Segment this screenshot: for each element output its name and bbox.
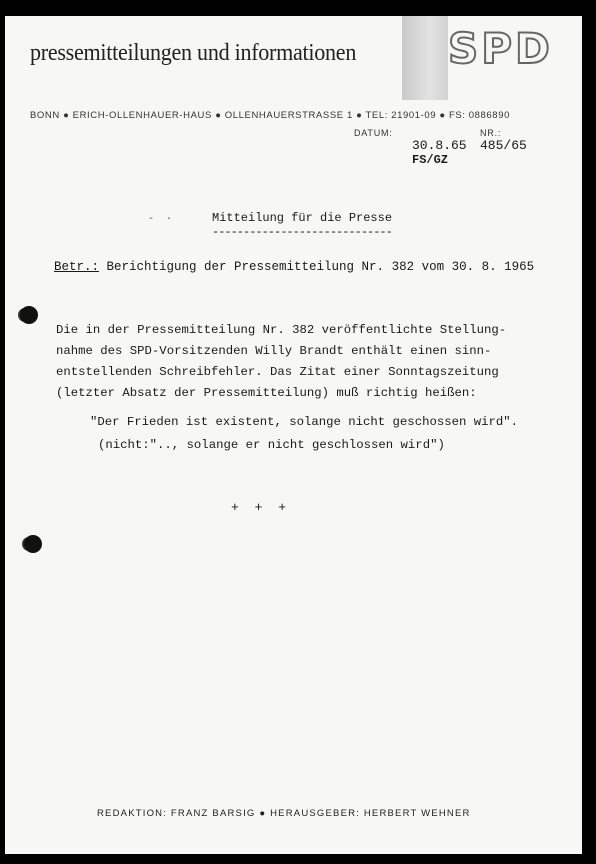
scan-border-bottom <box>0 854 596 864</box>
paragraph-line: Die in der Pressemitteilung Nr. 382 veröffentlichte Stellung- <box>56 323 507 337</box>
scan-border-right <box>582 0 596 864</box>
paragraph-line: nahme des SPD-Vorsitzenden Willy Brandt enthält einen sinn- <box>56 344 492 358</box>
subject-line <box>54 260 534 274</box>
datum-value: 30.8.65 <box>412 138 467 153</box>
subject-label: Betr.: <box>54 260 100 274</box>
paragraph-line: (letzter Absatz der Pressemitteilung) muß richtig heißen: <box>56 386 477 400</box>
datum-label: DATUM: <box>354 128 393 138</box>
spd-logo: SPD <box>448 24 553 73</box>
stray-mark: - · <box>148 214 173 225</box>
end-marks: + + + <box>231 500 291 515</box>
footer-credits: REDAKTION: FRANZ BARSIG ● HERAUSGEBER: HERBERT WEHNER <box>97 808 471 819</box>
letterhead-title: pressemitteilungen und informationen <box>30 40 357 66</box>
document-heading: Mitteilung für die Presse <box>212 211 393 225</box>
punch-hole-lower <box>24 535 42 553</box>
heading-underline: ----------------------------- <box>212 225 392 239</box>
nr-label: NR.: <box>480 128 502 138</box>
quote-line: "Der Frieden ist existent, solange nicht geschossen wird". <box>90 415 519 429</box>
body-paragraph <box>56 320 526 404</box>
scan-border-left <box>0 0 5 864</box>
nr-value: 485/65 <box>480 138 527 153</box>
sign-initials: FS/GZ <box>412 153 449 167</box>
scan-border-top <box>0 0 596 16</box>
letterhead-gray-band <box>402 16 448 100</box>
quote-correction: (nicht:".., solange er nicht geschlossen wird") <box>98 438 445 452</box>
paragraph-line: entstellenden Schreibfehler. Das Zitat einer Sonntagszeitung <box>56 365 499 379</box>
subject-text: Berichtigung der Pressemitteilung Nr. 382 vom 30. 8. 1965 <box>99 260 535 274</box>
punch-hole-upper <box>20 306 38 324</box>
letterhead-address: BONN ● ERICH-OLLENHAUER-HAUS ● OLLENHAUERSTRASSE 1 ● TEL: 21901-09 ● FS: 0886890 <box>30 110 510 121</box>
